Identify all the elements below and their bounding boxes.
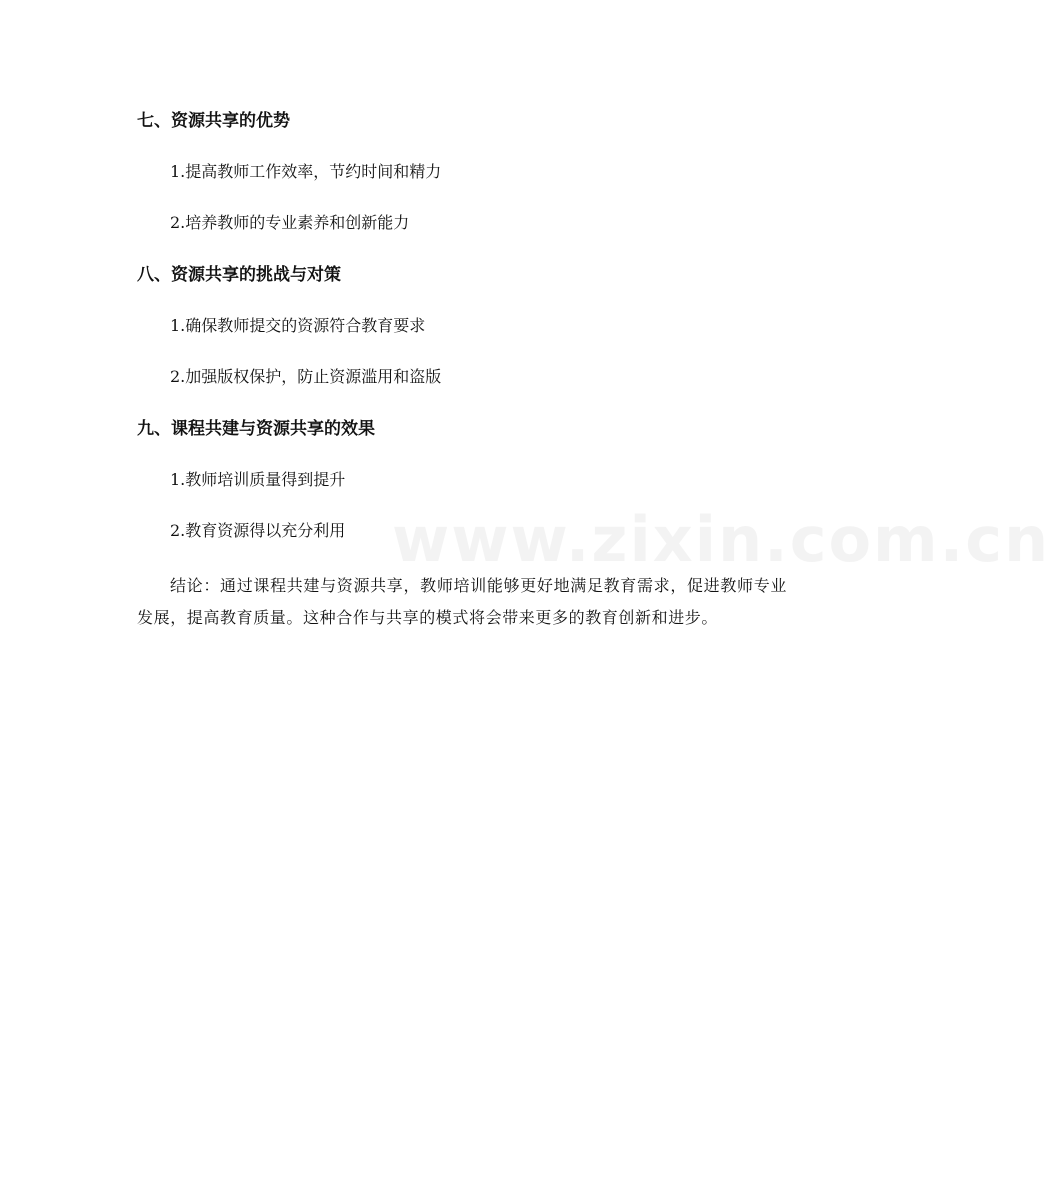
- list-item: 1.教师培训质量得到提升: [170, 470, 346, 489]
- section-heading-8: 八、资源共享的挑战与对策: [137, 265, 341, 285]
- watermark: www.zixin.com.cn: [392, 503, 1050, 576]
- conclusion-paragraph: 结论：通过课程共建与资源共享，教师培训能够更好地满足教育需求，促进教师专业发展，提高教育质量。这种合作与共享的模式将会带来更多的教育创新和进步。: [137, 576, 787, 627]
- section-heading-9: 九、课程共建与资源共享的效果: [137, 419, 375, 439]
- list-item: 2.培养教师的专业素养和创新能力: [170, 213, 410, 232]
- section-heading-7: 七、资源共享的优势: [137, 111, 290, 131]
- list-item: 2.加强版权保护，防止资源滥用和盗版: [170, 367, 442, 386]
- list-item: 1.确保教师提交的资源符合教育要求: [170, 316, 426, 335]
- document-body: [137, 108, 787, 634]
- list-item: 2.教育资源得以充分利用: [170, 521, 346, 540]
- list-item: 1.提高教师工作效率，节约时间和精力: [170, 162, 442, 181]
